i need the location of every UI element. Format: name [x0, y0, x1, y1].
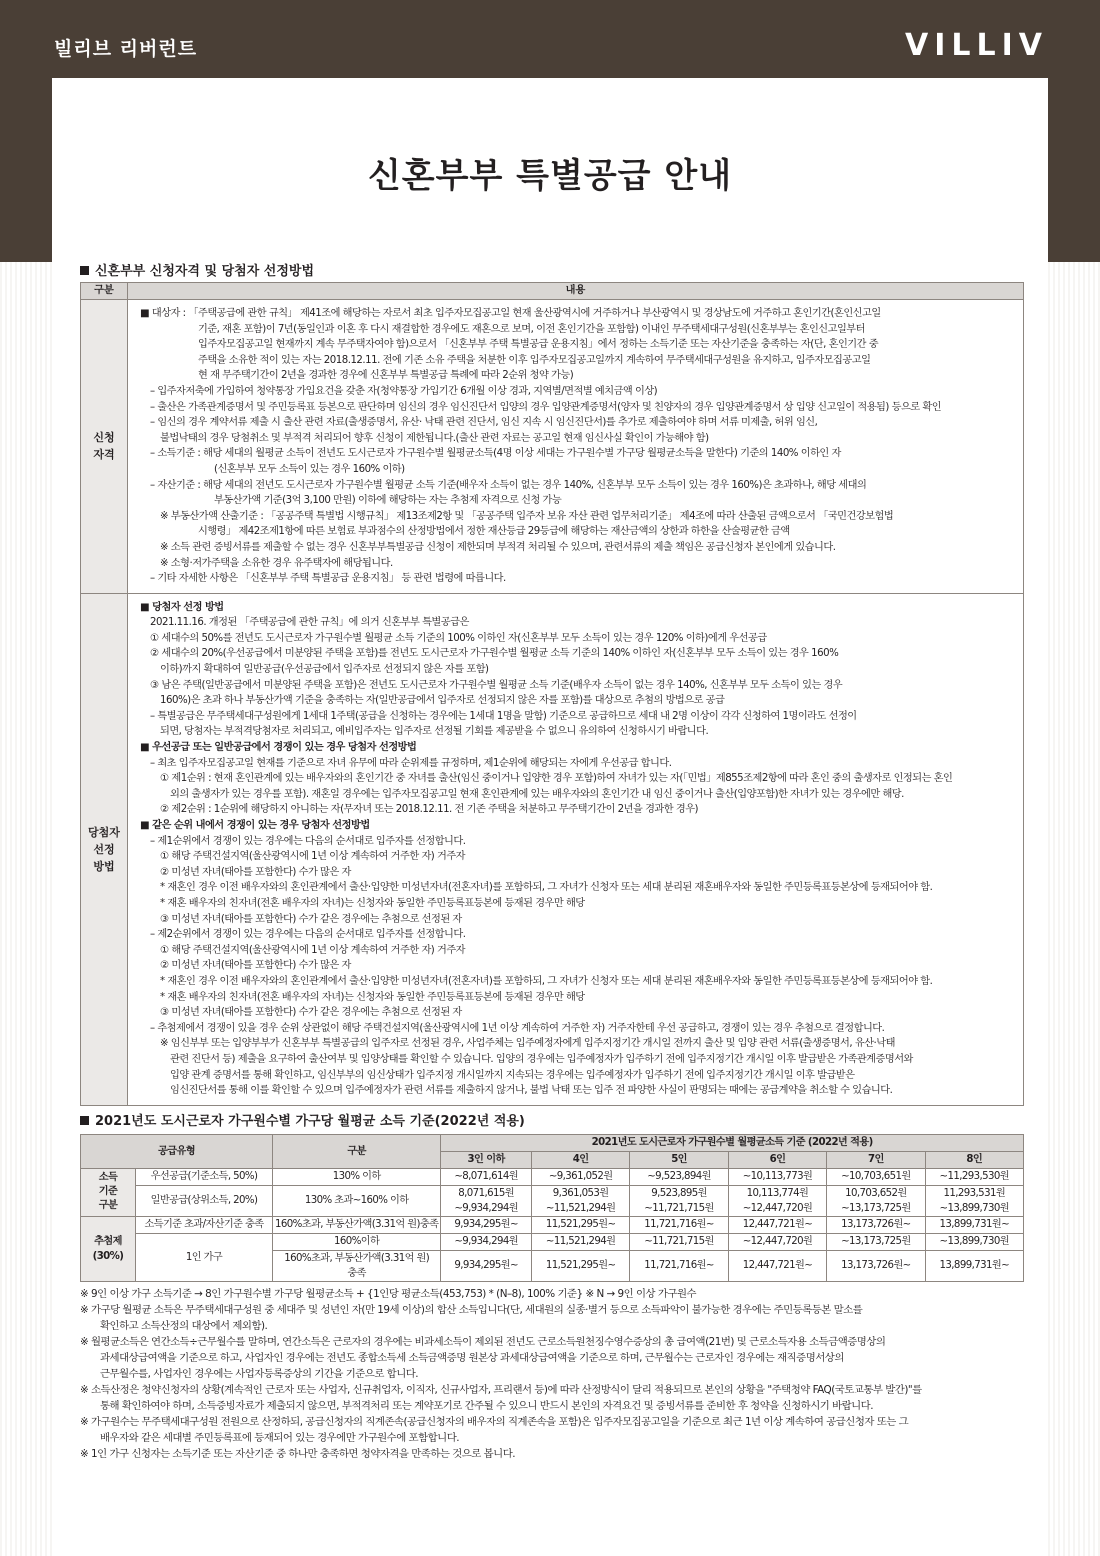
h-col: 8인: [925, 1151, 1023, 1168]
text-line: * 재혼 배우자의 친자녀(전혼 배우자의 자녀)는 신청자와 동일한 주민등록표등본에 등재된 경우만 해당: [160, 991, 585, 1003]
text-line: * 재혼인 경우 이전 배우자와의 혼인관계에서 출산·입양한 미성년자녀(전혼자녀)를 포함하되, 그 자녀가 신청자 또는 세대 분리된 재혼배우자와 동일한 주민등록표등본상에 등재되어야 함.: [160, 882, 933, 894]
text-line: 배우자와 같은 세대별 주민등록표에 등재되어 있는 경우에만 가구원수에 포함합니다.: [100, 1431, 460, 1444]
eligibility-content: [128, 300, 1024, 594]
text-line: 입양 관계 증명서를 통해 확인하고, 임신부부의 임신상태가 입주지정 개시일까지 지속되는 경우에는 입주예정자가 입주하기 전에 입주지정기간 개시일 이후 발급받은: [170, 1069, 855, 1081]
text-line: 임신진단서를 통해 이를 확인할 수 있으며 입주예정자가 관련 서류를 제출하지 않거나, 불법 낙태 또는 입주 전 파양한 사실이 판명되는 때에는 공급계약을 취소할 수 있습니다.: [170, 1085, 893, 1097]
text-line: – 임신의 경우 계약서류 제출 시 출산 관련 자료(출생증명서, 유산· 낙태 관련 진단서, 임신 지속 시 임신진단서)를 추가로 제출하여야 하며 서류 미제출, 허위 임신,: [150, 417, 818, 429]
text-line: ② 미성년 자녀(태아를 포함한다) 수가 많은 자: [160, 960, 351, 972]
text-line: 부동산가액 기준(3억 3,100 만원) 이하에 해당하는 자는 추첨제 자격으로 신청 가능: [214, 495, 562, 507]
content-area: [80, 262, 1024, 1462]
table-row: 추첨제 (30%) 소득기준 초과/자산기준 충족 160%초과, 부동산가액(3.31억 원)충족 9,934,295원~ 11,521,295원~ 11,721,716원~ 12,447,721원~ 13,173,726원~ 13,899,731원~: [81, 1216, 1024, 1233]
text-line: ① 해당 주택건설지역(울산광역시에 1년 이상 계속하여 거주한 자) 거주자: [160, 944, 466, 956]
text-line: – 최초 입주자모집공고일 현재를 기준으로 자녀 유무에 따라 순위제를 규정하며, 제1순위에 해당되는 자에게 우선공급 합니다.: [150, 757, 672, 769]
text-line: 과세대상급여액을 기준으로 하고, 사업자인 경우에는 전년도 종합소득세 소득금액증명 원본상 과세대상급여액을 기준으로 하며, 근무월수는 근로자인 경우에는 재직증명서상의: [100, 1351, 844, 1364]
text-line: 확인하고 소득산정의 대상에서 제외함).: [100, 1319, 268, 1332]
text-line: ① 세대수의 50%를 전년도 도시근로자 가구원수별 월평균 소득 기준의 100% 이하인 자(신혼부부 모두 소득이 있는 경우 120% 이하)에게 우선공급: [150, 632, 767, 644]
text-line: ■ 대상자 : 「주택공급에 관한 규칙」 제41조에 해당하는 자로서 최초 입주자모집공고일 현재 울산광역시에 거주하거나 부산광역시 및 경상남도에 거주하고 혼인기간(혼인신고일: [140, 308, 881, 319]
title-card: [52, 78, 1048, 262]
row-label-selection: 당첨자 선정 방법: [81, 593, 128, 1105]
text-line: 불법낙태의 경우 당첨취소 및 부적격 처리되어 향후 신청이 제한됩니다.(출산 관련 자료는 공고일 현재 임신사실 확인이 가능해야 함): [160, 432, 709, 444]
footnotes: [80, 1286, 1024, 1462]
col-header-content: 내용: [128, 283, 1024, 300]
h-gubun: 구분: [273, 1134, 441, 1168]
table-row: 160%초과, 부동산가액(3.31억 원) 충족 9,934,295원~ 11,521,295원~ 11,721,716원~ 12,447,721원~ 13,173,726원~ 13,899,731원~: [81, 1250, 1024, 1281]
eligibility-table: [80, 282, 1024, 1106]
text-line: ■ 당첨자 선정 방법: [140, 601, 224, 613]
left-margin-pattern: [0, 262, 52, 1556]
h-col: 3인 이하: [441, 1151, 532, 1168]
section1-heading: 신혼부부 신청자격 및 당첨자 선정방법: [80, 262, 1024, 282]
grp1-label: 소득 기준 구분: [81, 1168, 136, 1216]
text-line: – 입주자저축에 가입하여 청약통장 가입요건을 갖춘 자(청약통장 가입기간 6개월 이상 경과, 지역별/면적별 예치금액 이상): [150, 385, 658, 397]
text-line: 외의 출생자가 있는 경우를 포함). 재혼일 경우에는 입주자모집공고일 현재 혼인관계에 있는 배우자와의 혼인기간 내 임신 중이거나 출산(입양포함)한 자녀가 있는 경우에만 해당.: [170, 788, 904, 800]
text-line: – 추첨제에서 경쟁이 있을 경우 순위 상관없이 해당 주택건설지역(울산광역시에 1년 이상 계속하여 거주한 자) 거주자한테 우선 공급하고, 경쟁이 있는 경우 추첨으로 결정합니다.: [150, 1022, 885, 1034]
text-line: 160%)은 초과 하나 부동산가액 기준을 충족하는 자(일반공급에서 입주자로 선정되지 않은 자를 포함)를 대상으로 추첨의 방법으로 공급: [160, 695, 725, 707]
text-line: ② 미성년 자녀(태아를 포함한다) 수가 많은 자: [160, 866, 351, 878]
square-bullet-icon: [80, 1116, 89, 1125]
text-line: * 재혼 배우자의 친자녀(전혼 배우자의 자녀)는 신청자와 동일한 주민등록표등본에 등재된 경우만 해당: [160, 897, 585, 909]
h-col: 5인: [630, 1151, 728, 1168]
table-row: 일반공급(상위소득, 20%) 130% 초과~160% 이하 8,071,615원 ~9,934,294원 9,361,053원 ~11,521,294원 9,523,895원 ~11,721,715원 10,113,774원 ~12,447,720원 10,703,652원 ~13,173,725원 11,293,531원 ~13,899,730원: [81, 1185, 1024, 1216]
text-line: ※ 부동산가액 산출기준 : 「공공주택 특별법 시행규칙」 제13조제2항 및 「공공주택 입주자 보유 자산 관련 업무처리기준」 제4조에 따라 산출된 금액으로서 「국민건강보험법: [160, 510, 894, 522]
text-line: 2021.11.16. 개정된 「주택공급에 관한 규칙」에 의거 신혼부부 특별공급은: [150, 617, 469, 629]
text-line: 주택을 소유한 적이 있는 자는 2018.12.11. 전에 기존 소유 주택을 처분한 이후 입주자모집공고일까지 계속하여 무주택세대구성원을 유지하고, 입주자모집공고일: [198, 354, 871, 366]
villiv-logo: VILLIV: [905, 28, 1048, 63]
text-line: 근무월수를, 사업자인 경우에는 사업자등록증상의 기간을 기준으로 합니다.: [100, 1367, 419, 1380]
text-line: – 출산은 가족관계증명서 및 주민등록표 등본으로 판단하며 임신의 경우 임신진단서 입양의 경우 입양관계증명서(양자 및 친양자의 경우 입양관계증명서 상 입양 신고일이 적용됨) 등으로 확인: [150, 401, 942, 413]
grp2-label: 추첨제 (30%): [81, 1216, 136, 1281]
text-line: ■ 같은 순위 내에서 경쟁이 있는 경우 당첨자 선정방법: [140, 820, 370, 831]
text-line: 통해 확인하여야 하며, 소득증빙자료가 제출되지 않으면, 부적격처리 또는 계약포기로 간주될 수 있으니 반드시 본인의 자격요건 및 증빙서류를 준비한 후 청약을 신청하시기 바랍니다.: [100, 1399, 874, 1412]
section2-heading: 2021년도 도시근로자 가구원수별 가구당 월평균 소득 기준(2022년 적용): [80, 1112, 1024, 1132]
text-line: ※ 소득 관련 증빙서류를 제출할 수 없는 경우 신혼부부특별공급 신청이 제한되며 부적격 처리될 수 있으며, 관련서류의 제출 책임은 공급신청자 본인에게 있습니다.: [160, 541, 836, 553]
h-col: 7인: [827, 1151, 925, 1168]
text-line: ※ 임신부부 또는 입양부부가 신혼부부 특별공급의 입주자로 선정된 경우, 사업주체는 입주예정자에게 입주지정기간 개시일 전까지 출산 및 입양 관련 서류(출생증명서, 유산·낙태: [160, 1038, 895, 1050]
text-line: 입주자모집공고일 현재까지 계속 무주택자여야 함)으로서 「신혼부부 주택 특별공급 운용지침」에서 정하는 소득기준 또는 자산기준을 충족하는 자(단, 혼인기간 중: [198, 339, 879, 351]
text-line: ③ 미성년 자녀(태아를 포함한다) 수가 같은 경우에는 추첨으로 선정된 자: [160, 913, 462, 925]
text-line: 되면, 당첨자는 부적격당첨자로 처리되고, 예비입주자는 입주자로 선정될 기회를 제공받을 수 없으니 유의하여 신청하시기 바랍니다.: [160, 726, 709, 738]
row-label-eligibility: 신청 자격: [81, 300, 128, 594]
table-row: 소득 기준 구분 우선공급(기준소득, 50%) 130% 이하 ~8,071,614원 ~9,361,052원 ~9,523,894원 ~10,113,773원 ~10,703,651원 ~11,293,530원: [81, 1168, 1024, 1185]
text-line: 기준, 재혼 포함)이 7년(동일인과 이혼 후 다시 재결합한 경우에도 재혼으로 보며, 이전 혼인기간을 포함함) 이내인 무주택세대구성원(신혼부부는 혼인신고일부터: [198, 323, 865, 335]
text-line: – 제1순위에서 경쟁이 있는 경우에는 다음의 순서대로 입주자를 선정합니다.: [150, 835, 466, 847]
text-line: 관련 진단서 등) 제출을 요구하여 출산여부 및 입양상태를 확인할 수 있습니다. 입양의 경우에는 입주예정자가 입주하기 전에 입주지정기간 개시일 이후 발급받은 가족관계증명서와: [170, 1053, 913, 1065]
h-span: 2021년도 도시근로자 가구원수별 월평균소득 기준 (2022년 적용): [441, 1134, 1024, 1151]
row-selection: [81, 593, 1024, 1105]
text-line: ③ 미성년 자녀(태아를 포함한다) 수가 같은 경우에는 추첨으로 선정된 자: [160, 1007, 462, 1019]
text-line: ※ 소형·저가주택을 소유한 경우 유주택자에 해당됩니다.: [160, 557, 393, 569]
right-margin-pattern: [1048, 262, 1100, 1556]
text-line: ※ 소득산정은 청약신청자의 상황(계속적인 근로자 또는 사업자, 신규취업자, 이직자, 신규사업자, 프리랜서 등)에 따라 산정방식이 달리 적용되므로 본인의 상황을 "주택청약 FAQ(국토교통부 발간)"를: [80, 1383, 922, 1396]
row-eligibility: [81, 300, 1024, 594]
text-line: 현 재 무주택기간이 2년을 경과한 경우에 신혼부부 특별공급 특례에 따라 2순위 청약 가능): [198, 370, 574, 382]
text-line: – 제2순위에서 경쟁이 있는 경우에는 다음의 순서대로 입주자를 선정합니다.: [150, 929, 466, 941]
text-line: ② 제2순위 : 1순위에 해당하지 아니하는 자(무자녀 또는 2018.12.11. 전 기존 주택을 처분하고 무주택기간이 2년을 경과한 경우): [160, 804, 699, 816]
h-type: 공급유형: [81, 1134, 273, 1168]
selection-content: [128, 593, 1024, 1105]
text-line: ※ 가구원수는 무주택세대구성원 전원으로 산정하되, 공급신청자의 직계존속(공급신청자의 배우자의 직계존속을 포함)은 입주자모집공고일을 기준으로 최근 1년 이상 계속하여 공급신청자 또는 그: [80, 1415, 909, 1428]
text-line: 이하)까지 확대하여 일반공급(우선공급에서 입주자로 선정되지 않은 자를 포함): [160, 664, 489, 676]
text-line: ■ 우선공급 또는 일반공급에서 경쟁이 있는 경우 당첨자 선정방법: [140, 742, 417, 754]
text-line: – 소득기준 : 해당 세대의 월평균 소득이 전년도 도시근로자 가구원수별 월평균소득(4명 이상 세대는 가구원수별 가구당 월평균소득을 말한다) 기준의 140% 이하인 자: [150, 448, 841, 460]
table-row: 1인 가구 160%이하 ~9,934,294원 ~11,521,294원 ~11,721,715원 ~12,447,720원 ~13,173,725원 ~13,899,730원: [81, 1233, 1024, 1250]
text-line: – 기타 자세한 사항은 「신혼부부 주택 특별공급 운용지침」 등 관련 법령에 따릅니다.: [150, 573, 506, 585]
text-line: – 자산기준 : 해당 세대의 전년도 도시근로자 가구원수별 월평균 소득 기준(배우자 소득이 없는 경우 140%, 신혼부부 모두 소득이 있는 경우 160%)은 초과하나, 해당 세대의: [150, 479, 867, 491]
text-line: * 재혼인 경우 이전 배우자와의 혼인관계에서 출산·입양한 미성년자녀(전혼자녀)를 포함하되, 그 자녀가 신청자 또는 세대 분리된 재혼배우자와 동일한 주민등록표등본상에 등재되어야 함.: [160, 975, 933, 987]
text-line: ② 세대수의 20%(우선공급에서 미분양된 주택을 포함)를 전년도 도시근로자 가구원수별 월평균 소득 기준의 140% 이하인 자(신혼부부 모두 소득이 있는 경우 160%: [150, 648, 839, 660]
income-table: [80, 1134, 1024, 1282]
page-title: 신혼부부 특별공급 안내: [367, 156, 733, 196]
col-header-gubun: 구분: [81, 283, 128, 300]
text-line: ③ 남은 주택(일반공급에서 미분양된 주택을 포함)은 전년도 도시근로자 가구원수별 월평균 소득 기준(배우자 소득이 없는 경우 140%, 신혼부부 모두 소득이 있는 경우: [150, 679, 843, 691]
text-line: ※ 9인 이상 가구 소득기준 → 8인 가구원수별 가구당 월평균소득 + {1인당 평균소득(453,753) * (N–8), 100% 기준} ※ N → 9인 이상 가구원수: [80, 1287, 697, 1300]
text-line: ※ 1인 가구 신청자는 소득기준 또는 자산기준 중 하나만 충족하면 청약자격을 만족하는 것으로 봅니다.: [80, 1447, 516, 1460]
h-col: 6인: [728, 1151, 826, 1168]
text-line: ① 제1순위 : 현재 혼인관계에 있는 배우자와의 혼인기간 중 자녀를 출산(임신 중이거나 입양한 경우 포함)하여 자녀가 있는 자(「민법」제855조제2항에 따라 혼인 중의 출생자로 인정되는 혼인: [160, 773, 953, 785]
text-line: ※ 가구당 월평균 소득은 무주택세대구성원 중 세대주 및 성년인 자(만 19세 이상)의 합산 소득입니다(단, 세대원의 실종·별거 등으로 소득파악이 불가능한 경우에는 주민등록등본 말소를: [80, 1303, 863, 1316]
text-line: 시행령」 제42조제1항에 따른 보험료 부과점수의 산정방법에서 정한 재산등급 29등급에 해당하는 재산금액의 상한과 하한을 산술평균한 금액: [198, 526, 790, 538]
text-line: ① 해당 주택건설지역(울산광역시에 1년 이상 계속하여 거주한 자) 거주자: [160, 851, 466, 863]
text-line: ※ 월평균소득은 연간소득÷근무월수를 말하며, 연간소득은 근로자의 경우에는 비과세소득이 제외된 전년도 근로소득원천징수영수증상의 총 급여액(21번) 및 근로소득자용 소득금액증명상의: [80, 1335, 886, 1348]
square-bullet-icon: [80, 266, 89, 275]
text-line: – 특별공급은 무주택세대구성원에게 1세대 1주택(공급을 신청하는 경우에는 1세대 1명을 말함) 기준으로 공급하므로 세대 내 2명 이상이 각각 신청하여 1명이라도 선정이: [150, 710, 857, 722]
brand-name: 빌리브 리버런트: [54, 38, 198, 60]
h-col: 4인: [531, 1151, 629, 1168]
text-line: (신혼부부 모두 소득이 있는 경우 160% 이하): [214, 463, 405, 475]
